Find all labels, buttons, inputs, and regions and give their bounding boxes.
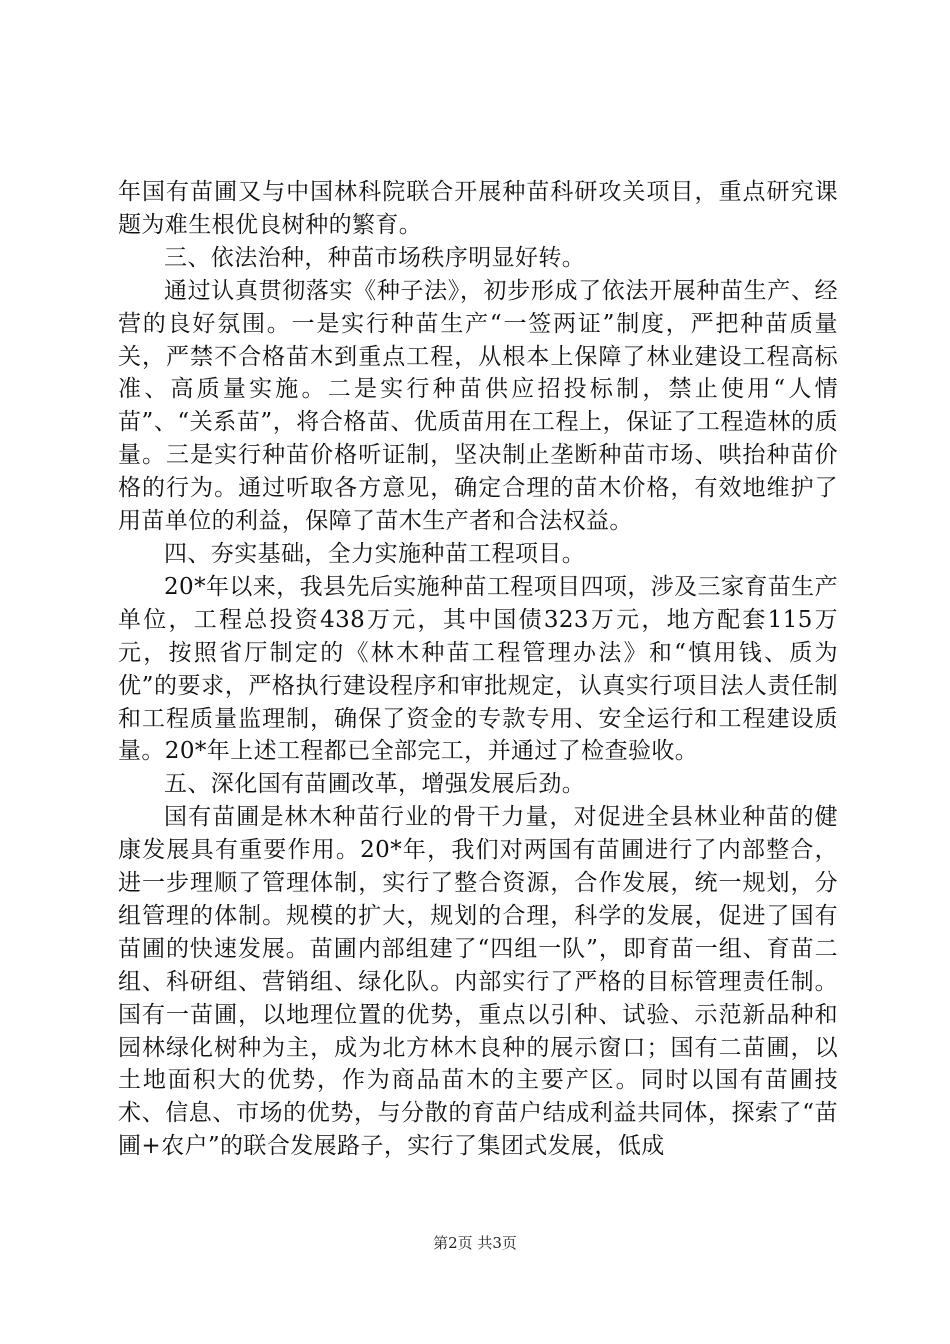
section-heading-3: 三、依法治种，种苗市场秩序明显好转。 [164,244,586,271]
paragraph-continuation: 年国有苗圃又与中国林科院联合开展种苗科研攻关项目，重点研究课题为难生根优良树种的繁育。 [118,179,838,238]
paragraph-seed-law: 通过认真贯彻落实《种子法》，初步形成了依法开展种苗生产、经营的良好氛围。一是实行种苗生产“一签两证”制度，严把种苗质量关，严禁不合格苗木到重点工程，从根本上保障了林业建设工程高标准、高质量实施。二是实行种苗供应招投标制，禁止使用“人情苗”、“关系苗”，将合格苗、优质苗用在工程上，保证了工程造林的质量。三是实行种苗价格听证制，坚决制止垄断种苗市场、哄抬种苗价格的行为。通过听取各方意见，确定合理的苗木价格，有效地维护了用苗单位的利益，保障了苗木生产者和合法权益。 [118,277,838,535]
document-body [118,176,838,1163]
page-footer: 第2页 共3页 [433,1234,517,1252]
paragraph-seedling-projects: 20*年以来，我县先后实施种苗工程项目四项，涉及三家育苗生产单位，工程总投资438万元，其中国债323万元，地方配套115万元，按照省厅制定的《林木种苗工程管理办法》和“慎用钱、质为优”的要求，严格执行建设程序和审批规定，认真实行项目法人责任制和工程质量监理制，确保了资金的专款专用、安全运行和工程建设质量。20*年上述工程都已全部完工，并通过了检查验收。 [118,573,838,765]
section-heading-4: 四、夯实基础，全力实施种苗工程项目。 [164,540,586,567]
section-heading-5: 五、深化国有苗圃改革，增强发展后劲。 [164,771,586,798]
paragraph-nursery-reform: 国有苗圃是林木种苗行业的骨干力量，对促进全县林业种苗的健康发展具有重要作用。20*年，我们对两国有苗圃进行了内部整合，进一步理顺了管理体制，实行了整合资源，合作发展，统一规划，分组管理的体制。规模的扩大，规划的合理，科学的发展，促进了国有苗圃的快速发展。苗圃内部组建了“四组一队”，即育苗一组、育苗二组、科研组、营销组、绿化队。内部实行了严格的目标管理责任制。国有一苗圃，以地理位置的优势，重点以引种、试验、示范新品种和园林绿化树种为主，成为北方林木良种的展示窗口；国有二苗圃，以土地面积大的优势，作为商品苗木的主要产区。同时以国有苗圃技术、信息、市场的优势，与分散的育苗户结成利益共同体，探索了“苗圃+农户”的联合发展路子，实行了集团式发展，低成 [118,804,838,1160]
